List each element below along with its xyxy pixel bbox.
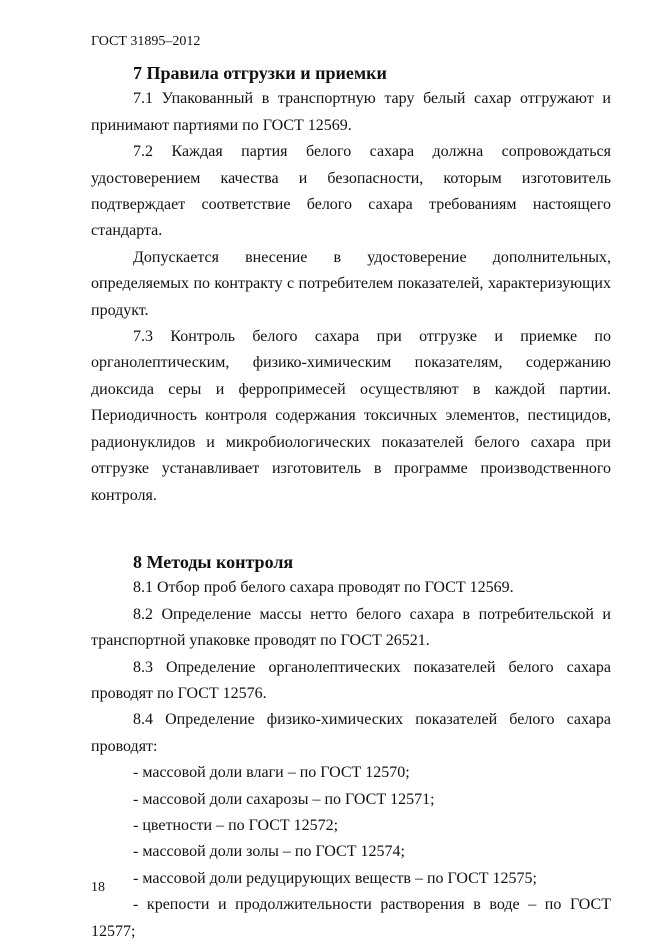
section-7-title: 7 Правила отгрузки и приемки: [133, 63, 387, 83]
document-header: ГОСТ 31895–2012: [91, 34, 201, 49]
list-item: - массовой доли сахарозы – по ГОСТ 12571;: [133, 790, 435, 808]
paragraph-8-3: 8.3 Определение органолептических показателей белого сахара проводят по ГОСТ 12576.: [91, 658, 611, 702]
list-item: - массовой доли золы – по ГОСТ 12574;: [133, 843, 405, 861]
paragraph-8-1: 8.1 Отбор проб белого сахара проводят по ГОСТ 12569.: [133, 579, 514, 597]
paragraph-7-2: 7.2 Каждая партия белого сахара должна сопровождаться удостоверением качества и безопасности, которым изготовитель подтверждает соответствие белого сахара требованиям настоящего стандарта.: [91, 143, 611, 240]
paragraph-7-3: 7.3 Контроль белого сахара при отгрузке и приемке по органолептическим, физико-химическим показателям, содержанию диоксида серы и ферропримесей осуществляют в каждой партии. Периодичность контроля содержания токсичных элементов, пестицидов, радионуклидов и микробиологических показателей белого сахара при отгрузке устанавливает изготовитель в программе производственного контроля.: [91, 328, 611, 504]
list-item: - массовой доли влаги – по ГОСТ 12570;: [133, 764, 410, 782]
section-spacer: [91, 509, 611, 535]
list-item: - крепости и продолжительности растворения в воде – по ГОСТ 12577;: [91, 896, 611, 940]
section-8-title: 8 Методы контроля: [133, 551, 294, 572]
paragraph-8-2: 8.2 Определение массы нетто белого сахара в потребительской и транспортной упаковке проводят по ГОСТ 26521.: [91, 605, 611, 650]
list-item: - массовой доли редуцирующих веществ – по ГОСТ 12575;: [133, 869, 537, 887]
page-number: 18: [91, 880, 105, 895]
page-body: [91, 60, 611, 945]
paragraph-7-1: 7.1 Упакованный в транспортную тару белый сахар отгружают и принимают партиями по ГОСТ 12569.: [91, 90, 611, 134]
list-item: - цветности – по ГОСТ 12572;: [133, 816, 339, 834]
paragraph-7-2-note: Допускается внесение в удостоверение дополнительных, определяемых по контракту с потребителем показателей, характеризующих продукт.: [91, 248, 611, 319]
paragraph-8-4: 8.4 Определение физико-химических показателей белого сахара проводят:: [91, 711, 611, 755]
